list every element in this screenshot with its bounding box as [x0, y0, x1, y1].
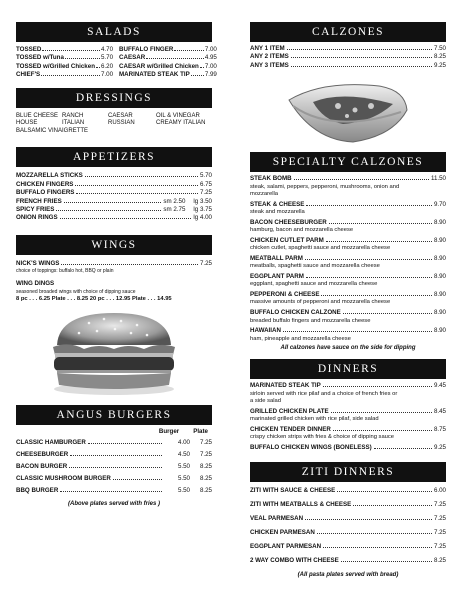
- right-column: [250, 22, 446, 584]
- dressing-item: CREAMY ITALIAN: [156, 120, 206, 127]
- item-price: 8.90: [433, 291, 446, 299]
- menu-item: [250, 237, 446, 253]
- item-name: NICK'S WINGS: [16, 259, 60, 267]
- item-name: CLASSIC HAMBURGER: [16, 439, 86, 447]
- column-header: Burger: [158, 428, 180, 436]
- item-description: steak, salami, peppers, pepperoni, mushrooms, onion and mozzarella: [250, 183, 400, 197]
- menu-item: [16, 46, 113, 54]
- item-name: WING DINGS: [16, 280, 55, 288]
- item-price: 6.20: [100, 62, 114, 70]
- item-name: BUFFALO FINGER: [119, 46, 174, 53]
- wings-section: [16, 235, 212, 303]
- item-name: MARINATED STEAK TIP: [250, 382, 321, 390]
- item-name: ANY 3 ITEMS: [250, 61, 289, 69]
- menu-item: [250, 382, 446, 405]
- item-price: 9.25: [433, 61, 446, 69]
- item-name: TOSSED: [16, 46, 42, 53]
- item-price: 7.25: [433, 543, 446, 551]
- item-name: BUFFALO FINGERS: [16, 189, 75, 197]
- appetizers-section: [16, 147, 212, 222]
- left-column: [16, 22, 217, 513]
- specialty-calzones-section: [250, 152, 446, 351]
- calzone-image: [283, 76, 413, 148]
- calzones-header: CALZONES: [250, 22, 446, 42]
- item-price: 5.50: [177, 487, 190, 495]
- item-plate-price: 8.25: [199, 487, 212, 495]
- menu-item: [16, 172, 212, 180]
- dressing-item: OIL & VINEGAR: [156, 112, 200, 119]
- item-price: 7.25: [199, 189, 212, 197]
- salads-right-list: [119, 46, 217, 80]
- item-price: 9.70: [433, 200, 446, 208]
- item-name: STEAK BOMB: [250, 175, 292, 183]
- menu-item: [16, 54, 113, 62]
- item-name: CHEESEBURGER: [16, 451, 69, 459]
- item-name: EGGPLANT PARM: [250, 272, 304, 280]
- item-price: 5.50: [177, 475, 190, 483]
- item-name: CAESAR w/Grilled Chicken: [119, 62, 199, 70]
- item-price: 7.25: [199, 259, 212, 267]
- menu-item: [16, 473, 212, 485]
- burgers-column-headers: [16, 428, 208, 435]
- menu-item: [16, 437, 212, 449]
- menu-item: [250, 175, 446, 198]
- item-name: CHICKEN PARMESAN: [250, 529, 315, 537]
- ziti-dinners-section: [250, 462, 446, 578]
- menu-item: [16, 485, 212, 497]
- menu-item: [16, 260, 212, 268]
- item-description: ham, pineapple and mozzarella cheese: [250, 335, 351, 342]
- item-name: VEAL PARMESAN: [250, 515, 304, 523]
- salads-header: SALADS: [16, 22, 212, 42]
- item-plate-price: 8.25: [199, 463, 212, 471]
- menu-item: [16, 449, 212, 461]
- item-description: seasoned broaded wings with choice of dipping sauce: [16, 288, 136, 295]
- item-price: lg 4.00: [193, 214, 212, 222]
- dressing-item: HOUSE: [16, 120, 38, 127]
- item-price: 8.90: [433, 254, 446, 262]
- item-name: CLASSIC MUSHROOM BURGER: [16, 475, 111, 483]
- item-description: hamburg, bacon and mozzarella cheese: [250, 227, 354, 234]
- item-description: marinated grilled chicken with rice pilaf, side salad: [250, 416, 379, 423]
- menu-item: [250, 498, 446, 512]
- appetizers-list: [16, 172, 212, 222]
- item-name: FRENCH FRIES: [16, 197, 62, 205]
- item-price: 8.90: [433, 327, 446, 335]
- specialty-calzones-header: SPECIALTY CALZONES: [250, 152, 446, 172]
- dressings-section: [16, 88, 212, 136]
- menu-item: [250, 62, 446, 70]
- menu-item: [250, 53, 446, 61]
- dressings-header: DRESSINGS: [16, 88, 212, 108]
- item-plate-price: 7.25: [199, 439, 212, 447]
- item-price: 7.25: [433, 515, 446, 523]
- item-name: CHICKEN FINGERS: [16, 180, 74, 188]
- menu-item: [250, 273, 446, 289]
- item-price: 4.50: [177, 451, 190, 459]
- item-price: 7.00: [204, 46, 217, 53]
- item-price: 4.00: [177, 439, 190, 447]
- dressing-item: ITALIAN: [62, 120, 85, 127]
- item-price: 4.95: [204, 54, 217, 62]
- menu-item: [16, 71, 113, 79]
- menu-item: [250, 526, 446, 540]
- item-name: SPICY FRIES: [16, 206, 55, 214]
- item-name: TOSSED w/Grilled Chicken: [16, 62, 95, 70]
- menu-item: [250, 255, 446, 271]
- item-name: MEATBALL PARM: [250, 254, 303, 262]
- item-price: 8.90: [433, 272, 446, 280]
- item-description: steak and mozzarella: [250, 208, 305, 215]
- item-name: ZITI WITH SAUCE & CHEESE: [250, 487, 336, 495]
- dinners-section: [250, 359, 446, 452]
- menu-item: [119, 63, 217, 71]
- menu-item: [250, 291, 446, 307]
- appetizers-header: APPETIZERS: [16, 147, 212, 167]
- item-price: 7.99: [204, 71, 217, 79]
- menu-item: [250, 201, 446, 217]
- dressings-list: [16, 113, 212, 136]
- item-name: MARINATED STEAK TIP: [119, 71, 190, 79]
- item-description: chicken cutlet, spaghetti sauce and mozzarella cheese: [250, 245, 391, 252]
- dressing-item: BLUE CHEESE: [16, 112, 59, 119]
- item-price: 7.50: [433, 45, 446, 52]
- item-price: 8.45: [433, 407, 446, 415]
- menu-item: [16, 214, 212, 222]
- menu-item: [250, 512, 446, 526]
- burgers-section: [16, 405, 212, 507]
- item-description: sirloin served with rice pilaf and a choice of french fries or a side salad: [250, 390, 398, 405]
- item-name: CHICKEN CUTLET PARM: [250, 236, 324, 244]
- item-price: 9.25: [433, 443, 446, 451]
- item-description: breaded buffalo fingers and mozzarella cheese: [250, 317, 371, 324]
- item-name: GRILLED CHICKEN PLATE: [250, 407, 329, 415]
- item-name: BACON BURGER: [16, 463, 68, 471]
- item-name: CHICKEN TENDER DINNER: [250, 425, 331, 433]
- item-price: 8.90: [433, 218, 446, 226]
- item-name: BACON CHEESEBURGER: [250, 218, 327, 226]
- ziti-note: (All pasta plates served with bread): [297, 572, 399, 579]
- item-name: ONION RINGS: [16, 214, 58, 222]
- item-name: HAWAIIAN: [250, 327, 281, 335]
- item-name: EGGPLANT PARMESAN: [250, 543, 322, 551]
- item-name: ANY 1 ITEM: [250, 45, 285, 52]
- menu-item: [16, 189, 212, 197]
- item-name: CHIEF'S: [16, 71, 41, 79]
- item-plate-price: 8.25: [199, 475, 212, 483]
- menu-item: [16, 461, 212, 473]
- item-price: 8.25: [433, 53, 446, 61]
- menu-item: [119, 54, 217, 62]
- salads-section: [16, 22, 217, 80]
- ziti-dinners-header: ZITI DINNERS: [250, 462, 446, 482]
- menu-item: [250, 327, 446, 343]
- item-name: BUFFALO CHICKEN CALZONE: [250, 309, 341, 317]
- menu-item: [250, 444, 446, 452]
- item-price: 11.50: [430, 175, 446, 183]
- item-price: 5.70: [199, 172, 212, 180]
- item-price: 8.75: [433, 425, 446, 433]
- item-size-price: sm 2.50: [163, 197, 186, 205]
- item-price: 5.50: [177, 463, 190, 471]
- menu-item: [250, 484, 446, 498]
- menu-item: [250, 219, 446, 235]
- item-price: 5.70: [100, 54, 114, 62]
- menu-item: [250, 309, 446, 325]
- menu-item: [119, 46, 217, 54]
- item-price: 8.25: [433, 557, 446, 565]
- menu-item: [250, 45, 446, 53]
- burgers-note: (Above plates served with fries ): [67, 501, 161, 508]
- item-price: 7.25: [433, 501, 446, 509]
- item-name: ZITI WITH MEATBALLS & CHEESE: [250, 501, 352, 509]
- item-price: 6.00: [433, 487, 446, 495]
- item-price: 7.00: [100, 71, 114, 79]
- dressing-item: BALSAMIC VINAIGRETTE: [16, 127, 89, 134]
- item-name: TOSSED w/Tuna: [16, 54, 64, 62]
- item-description: meatballs, spaghetti sauce and mozzarella cheese: [250, 263, 380, 270]
- item-size-price: sm 2.75: [163, 206, 186, 214]
- menu-item: [16, 206, 212, 214]
- menu-item: [16, 280, 212, 288]
- item-prices: 8 pc . . . 6.25 Plate . . . 8.25 20 pc . . . 12.95 Plate . . . 14.95: [16, 296, 172, 303]
- item-name: ANY 2 ITEMS: [250, 53, 289, 61]
- calzones-section: [250, 22, 446, 70]
- item-price: 4.70: [100, 46, 114, 53]
- item-description: choice of toppings: buffalo hot, BBQ or plain: [16, 268, 114, 275]
- item-description: massive amounts of pepperoni and mozzarella cheese: [250, 299, 391, 306]
- item-price: 7.25: [433, 529, 446, 537]
- item-price: 6.75: [199, 180, 212, 188]
- wings-header: WINGS: [16, 235, 212, 255]
- dinners-header: DINNERS: [250, 359, 446, 379]
- column-header: Plate: [193, 428, 208, 436]
- menu-item: [250, 408, 446, 424]
- item-price: 9.45: [433, 382, 446, 390]
- item-name: PEPPERONI & CHEESE: [250, 291, 320, 299]
- salads-left-list: [16, 46, 113, 80]
- menu-item: [250, 554, 446, 568]
- item-price: lg 3.75: [193, 206, 212, 214]
- menu-item: [16, 181, 212, 189]
- calzones-note: All calzones have sauce on the side for dipping: [280, 345, 416, 352]
- menu-item: [16, 198, 212, 206]
- item-name: CAESAR: [119, 54, 146, 62]
- item-price: lg 3.50: [193, 197, 212, 205]
- menu-item: [119, 71, 217, 79]
- item-plate-price: 7.25: [199, 451, 212, 459]
- item-name: BBQ BURGER: [16, 487, 59, 495]
- item-name: BUFFALO CHICKEN WINGS (BONELESS): [250, 443, 372, 451]
- burger-image: [49, 309, 179, 397]
- menu-item: [250, 540, 446, 554]
- item-price: 8.90: [433, 236, 446, 244]
- menu-item: [16, 63, 113, 71]
- item-description: crispy chicken strips with fries & choice of dipping sauce: [250, 434, 395, 441]
- item-name: STEAK & CHEESE: [250, 200, 305, 208]
- burgers-header: ANGUS BURGERS: [16, 405, 212, 425]
- dressing-item: CAESAR: [108, 112, 133, 119]
- item-description: eggplant, spaghetti sauce and mozzarella cheese: [250, 281, 378, 288]
- item-price: 8.90: [433, 309, 446, 317]
- dressing-item: RUSSIAN: [108, 120, 135, 127]
- dressing-item: RANCH: [62, 112, 84, 119]
- menu-item: [250, 426, 446, 442]
- item-name: 2 WAY COMBO WITH CHEESE: [250, 557, 339, 565]
- item-price: 7.00: [204, 62, 217, 70]
- item-name: MOZZARELLA STICKS: [16, 172, 83, 180]
